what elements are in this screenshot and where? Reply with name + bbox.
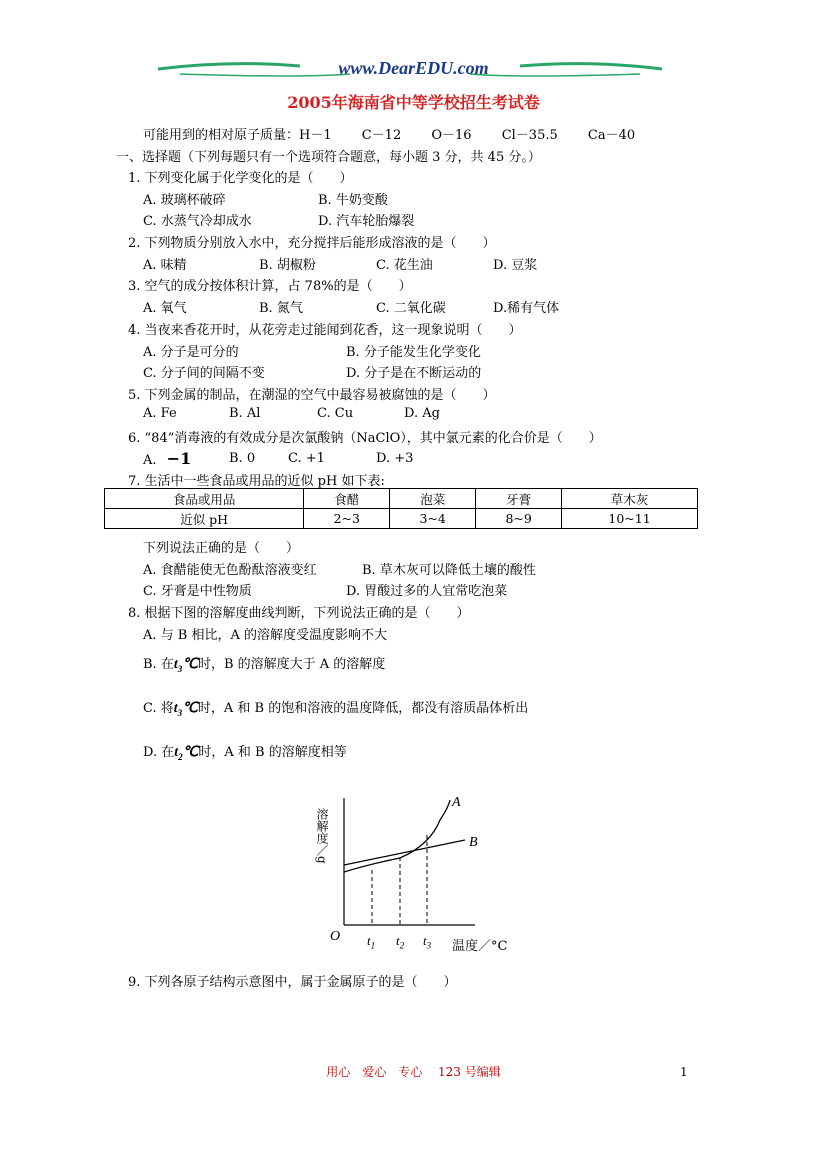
table-cell: 3~4 [390, 509, 476, 529]
y-axis-label: 溶解度／g [315, 808, 329, 864]
q8-option-b: B. 在$t_3℃$时，B 的溶解度大于 A 的溶解度 [143, 657, 386, 674]
q1-option-a: A. 玻璃杯破碎 [143, 193, 226, 208]
q7-option-a: A. 食醋能使无色酚酞溶液变红 [143, 563, 317, 578]
page-number: 1 [680, 1065, 688, 1079]
q2-stem: 2. 下列物质分别放入水中，充分搅拌后能形成溶液的是（ ） [128, 236, 496, 251]
q2-option-d: D. 豆浆 [493, 258, 538, 273]
table-cell: 草木灰 [562, 489, 698, 509]
q5-option-b: B. Al [229, 406, 261, 421]
q4-option-b: B. 分子能发生化学变化 [346, 345, 481, 360]
atomic-masses: 可能用到的相对原子质量：H－1 C－12 O－16 Cl－35.5 Ca－40 [143, 128, 636, 143]
site-logo-text: www.DearEDU.com [338, 58, 489, 78]
q5-option-c: C. Cu [317, 406, 354, 421]
q5-option-d: D. Ag [404, 406, 440, 421]
table-cell: 10~11 [562, 509, 698, 529]
q5-stem: 5. 下列金属的制品，在潮湿的空气中最容易被腐蚀的是（ ） [128, 388, 496, 403]
q9-stem: 9. 下列各原子结构示意图中，属于金属原子的是（ ） [128, 975, 457, 990]
q6-option-a: A. −1 [143, 449, 192, 468]
table-cell: 8~9 [476, 509, 562, 529]
q2-option-a: A. 味精 [143, 258, 187, 273]
q4-option-d: D. 分子是在不断运动的 [346, 366, 482, 381]
q6-option-b: B. 0 [229, 451, 256, 466]
q1-option-b: B. 牛奶变酸 [318, 193, 388, 208]
q1-option-d: D. 汽车轮胎爆裂 [318, 214, 415, 229]
exam-title: 2005年海南省中等学校招生考试卷 [287, 93, 540, 112]
q6-option-a-value: −1 [166, 449, 192, 468]
origin-label: O [330, 929, 341, 944]
q7-stem: 7. 生活中一些食品或用品的近似 pH 如下表: [128, 474, 385, 489]
q2-option-b: B. 胡椒粉 [259, 258, 316, 273]
table-cell: 近似 pH [105, 509, 304, 529]
q4-option-c: C. 分子间的间隔不变 [143, 366, 265, 381]
q4-option-a: A. 分子是可分的 [143, 345, 239, 360]
curve-b-label: B [469, 835, 478, 850]
table-cell: 牙膏 [476, 489, 562, 509]
t3-label: $t_3$ [423, 933, 432, 951]
table-row [105, 489, 698, 509]
table-cell: 泡菜 [390, 489, 476, 509]
q8-option-d: D. 在$t_2℃$时，A 和 B 的溶解度相等 [143, 745, 347, 762]
q6-stem: 6. “84”消毒液的有效成分是次氯酸钠（NaClO），其中氯元素的化合价是（ ） [128, 431, 602, 446]
t2-label: $t_2$ [396, 933, 405, 951]
q3-option-b: B. 氮气 [259, 301, 303, 316]
q3-option-a: A. 氧气 [143, 301, 187, 316]
curve-b [344, 840, 465, 865]
q6-option-c: C. +1 [288, 451, 325, 466]
q7-option-b: B. 草木灰可以降低土壤的酸性 [362, 563, 536, 578]
t3-symbol: $t_3℃$ [173, 657, 198, 674]
x-axis-label: 温度／°C [452, 939, 508, 954]
table-cell: 2~3 [304, 509, 390, 529]
q6-option-d: D. +3 [376, 451, 414, 466]
q1-option-c: C. 水蒸气冷却成水 [143, 214, 252, 229]
q7-sub-stem: 下列说法正确的是（ ） [143, 541, 300, 556]
curve-a-label: A [452, 795, 461, 810]
q5-option-a: A. Fe [143, 406, 177, 421]
q3-option-d: D.稀有气体 [493, 301, 560, 316]
t3-symbol: $t_3℃$ [173, 701, 198, 718]
section-heading: 一、选择题（下列每题只有一个选项符合题意，每小题 3 分，共 45 分。） [116, 150, 541, 165]
q4-stem: 4. 当夜来香花开时，从花旁走过能闻到花香，这一现象说明（ ） [128, 323, 522, 338]
table-cell: 食醋 [304, 489, 390, 509]
q3-stem: 3. 空气的成分按体积计算，占 78%的是（ ） [128, 279, 412, 294]
t1-label: $t_1$ [367, 933, 376, 951]
table-cell: 食品或用品 [105, 489, 304, 509]
q2-option-c: C. 花生油 [376, 258, 433, 273]
footer-text: 用心 爱心 专心 123 号编辑 [326, 1065, 501, 1079]
q1-stem: 1. 下列变化属于化学变化的是（ ） [128, 171, 353, 186]
ph-table [104, 488, 698, 529]
q8-option-c: C. 将$t_3℃$时，A 和 B 的饱和溶液的温度降低，都没有溶质晶体析出 [143, 701, 529, 718]
q7-option-c: C. 牙膏是中性物质 [143, 584, 252, 599]
t2-symbol: $t_2℃$ [174, 745, 199, 762]
table-row [105, 509, 698, 529]
q3-option-c: C. 二氧化碳 [376, 301, 446, 316]
q8-option-a: A. 与 B 相比，A 的溶解度受温度影响不大 [143, 628, 387, 643]
q8-stem: 8. 根据下图的溶解度曲线判断，下列说法正确的是（ ） [128, 606, 470, 621]
q7-option-d: D. 胃酸过多的人宜常吃泡菜 [346, 584, 508, 599]
